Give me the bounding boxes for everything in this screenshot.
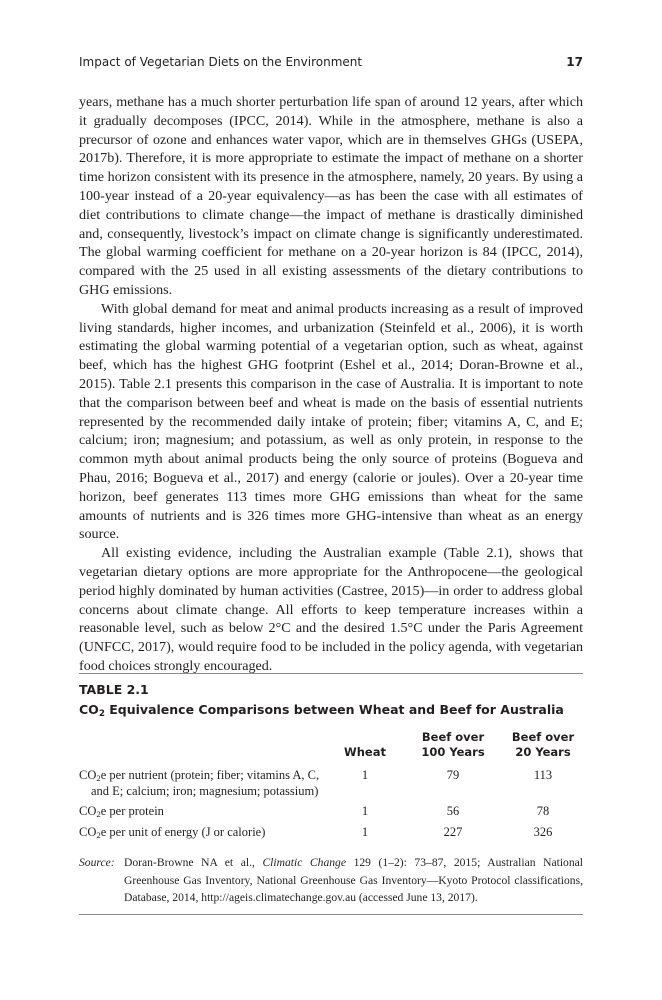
source-lead: Source: bbox=[79, 856, 115, 869]
row-label-line1: e per protein bbox=[100, 804, 164, 818]
row-label-line1: e per unit of energy (J or calorie) bbox=[100, 824, 266, 839]
caption-subscript: 2 bbox=[98, 709, 105, 720]
table-2-1 bbox=[79, 681, 583, 845]
table-row bbox=[79, 768, 583, 804]
table-row bbox=[79, 825, 583, 846]
source-part2: 129 (1–2): 73–87, 2015; Australian National Greenhouse Gas Inventory, National Greenhouse Gas Inventory—Kyoto Protocol classifications, Database, 2014, http://ageis.climatechange.gov.au (accessed June 13, 2017). bbox=[124, 856, 583, 904]
paragraph-1: years, methane has a much shorter perturbation life span of around 12 years, after which it gradually decomposes (IPCC, 2014). While in the atmosphere, methane is also a precursor of ozone and enhances water vapor, which are in themselves GHGs (USEPA, 2017b). Therefore, it is more appropriate to estimate the impact of methane on a shorter time horizon consistent with its presence in the atmosphere, namely, 20 years. By using a 100-year instead of a 20-year equivalency—as has been the case with all estimates of diet contributions to climate change—the impact of methane is drastically diminished and, consequently, livestock’s impact on climate change is significantly underestimated. The global warming coefficient for methane on a 20-year horizon is 84 (IPCC, 2014), compared with the 25 used in all existing assessments of the dietary contributions to GHG emissions. bbox=[79, 94, 583, 298]
table-bottom-rule bbox=[79, 914, 583, 915]
cell-beef-100: 79 bbox=[446, 768, 460, 782]
cell-wheat: 1 bbox=[361, 768, 369, 782]
row-label-energy bbox=[79, 825, 327, 846]
page-number: 17 bbox=[566, 55, 583, 69]
row-label-prefix: CO bbox=[79, 824, 97, 839]
row-label-subscript: 2 bbox=[96, 773, 101, 784]
caption-rest: Equivalence Comparisons between Wheat and Beef for Australia bbox=[104, 702, 564, 717]
header-blank bbox=[79, 730, 327, 768]
cell-wheat: 1 bbox=[361, 824, 369, 839]
comparison-table bbox=[79, 730, 583, 845]
cell-beef-20: 78 bbox=[536, 804, 550, 818]
caption-prefix: CO bbox=[79, 702, 99, 717]
header-beef-100-line2: 100 Years bbox=[421, 745, 485, 759]
table-header-row bbox=[79, 730, 583, 768]
table-row bbox=[79, 804, 583, 825]
source-part1: Doran-Browne NA et al., bbox=[124, 856, 263, 869]
row-label-subscript: 2 bbox=[96, 829, 101, 840]
paragraph-3: All existing evidence, including the Australian example (Table 2.1), shows that vegetarian dietary options are more appropriate for the Anthropocene—the geological period highly dominated by human activities (Castree, 2015)—in order to address global concerns about climate change. All efforts to keep temperature increases within a reasonable level, such as below 2°C and the desired 1.5°C under the Paris Agreement (UNFCC, 2017), would require food to be included in the policy agenda, with vegetarian food choices strongly encouraged. bbox=[79, 545, 583, 674]
cell-beef-20: 326 bbox=[533, 824, 553, 839]
table-top-rule bbox=[79, 673, 583, 674]
row-label-prefix: CO bbox=[79, 804, 97, 818]
header-beef-100 bbox=[403, 730, 503, 768]
header-wheat bbox=[327, 730, 403, 768]
row-label-line1: e per nutrient (protein; fiber; vitamins A, C, bbox=[100, 768, 320, 782]
source-text bbox=[124, 854, 583, 907]
header-beef-20-line1: Beef over bbox=[511, 730, 575, 744]
cell-beef-100: 56 bbox=[446, 804, 460, 818]
table-caption bbox=[79, 701, 583, 718]
cell-beef-20: 113 bbox=[533, 768, 553, 782]
body-text bbox=[79, 93, 583, 676]
row-label-subscript: 2 bbox=[96, 809, 101, 820]
running-head bbox=[79, 53, 583, 71]
row-label-prefix: CO bbox=[79, 768, 97, 782]
source-journal: Climatic Change bbox=[262, 856, 347, 869]
row-label-line2: and E; calcium; iron; magnesium; potassium) bbox=[91, 783, 319, 798]
table-source-note bbox=[79, 854, 583, 907]
cell-beef-100: 227 bbox=[443, 824, 463, 839]
cell-wheat: 1 bbox=[361, 804, 369, 818]
header-wheat-label: Wheat bbox=[344, 745, 386, 759]
row-label-nutrient bbox=[79, 768, 327, 804]
table-label: TABLE 2.1 bbox=[79, 682, 149, 697]
row-label-protein bbox=[79, 804, 327, 825]
header-beef-100-line1: Beef over bbox=[421, 730, 485, 744]
paragraph-2: With global demand for meat and animal products increasing as a result of improved living standards, higher incomes, and urbanization (Steinfeld et al., 2006), it is worth estimating the global warming potential of a vegetarian option, such as wheat, against beef, which has the highest GHG footprint (Eshel et al., 2014; Doran-Browne et al., 2015). Table 2.1 presents this comparison in the case of Australia. It is important to note that the comparison between beef and wheat is made on the basis of essential nutrients represented by the recommended daily intake of protein; fiber; vitamins A, C, and E; calcium; iron; magnesium; and potassium, as well as only protein, in response to the common myth about animal products being the only source of proteins (Bogueva and Phau, 2016; Bogueva et al., 2017) and energy (calorie or joules). Over a 20-year time horizon, beef generates 113 times more GHG emissions than wheat for the same amounts of nutrients and is 326 times more GHG-intensive than wheat as an energy source. bbox=[79, 300, 583, 543]
header-beef-20-line2: 20 Years bbox=[515, 745, 571, 759]
header-beef-20 bbox=[503, 730, 583, 768]
running-head-title: Impact of Vegetarian Diets on the Environment bbox=[79, 55, 363, 69]
